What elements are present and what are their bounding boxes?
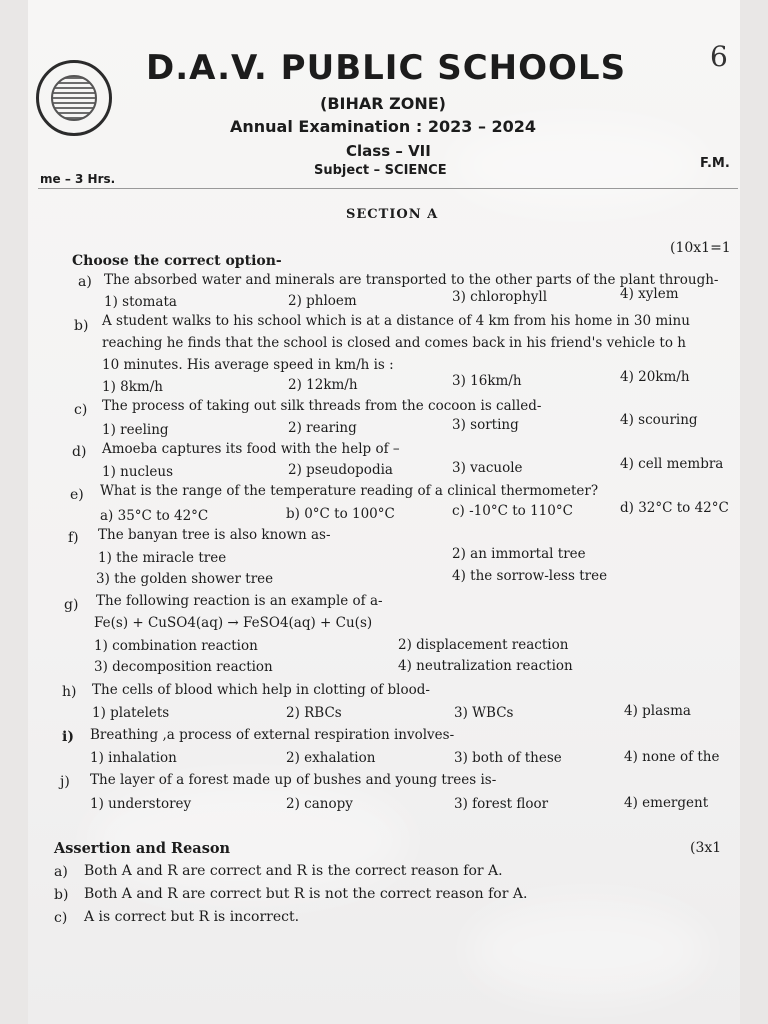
option: 1) the miracle tree	[98, 550, 227, 566]
q-label: h)	[62, 684, 77, 700]
q-label: i)	[62, 729, 74, 745]
q-text: The process of taking out silk threads from the cocoon is called-	[102, 398, 542, 414]
q-label: f)	[68, 530, 79, 546]
page-corner-mark: 6	[710, 40, 728, 73]
option: 1) inhalation	[90, 750, 177, 766]
full-marks-label: F.M.	[700, 156, 730, 171]
option: 4) none of the	[624, 749, 720, 765]
option: 2) an immortal tree	[452, 546, 586, 562]
assertion-heading: Assertion and Reason	[54, 840, 231, 857]
option: 3) WBCs	[454, 705, 514, 721]
option: 3) sorting	[452, 417, 519, 433]
option: 1) 8km/h	[102, 379, 163, 395]
option: 1) combination reaction	[94, 638, 258, 654]
option: 4) scouring	[620, 412, 698, 428]
option: 2) pseudopodia	[288, 462, 393, 478]
mcq-heading: Choose the correct option-	[72, 253, 282, 269]
option: 4) 20km/h	[620, 369, 690, 385]
ar-text: A is correct but R is incorrect.	[84, 909, 300, 925]
option: 3) both of these	[454, 750, 562, 766]
option: 2) displacement reaction	[398, 637, 569, 653]
ar-label: a)	[54, 864, 68, 880]
q-text: The layer of a forest made up of bushes and young trees is-	[90, 772, 497, 788]
subject-label: Subject – SCIENCE	[314, 163, 447, 178]
option: 2) exhalation	[286, 750, 376, 766]
option: 4) cell membra	[620, 456, 724, 472]
header-divider	[38, 188, 738, 189]
zone: (BIHAR ZONE)	[320, 94, 446, 113]
q-label: a)	[78, 274, 92, 290]
q-label: c)	[74, 402, 88, 418]
option: 4) emergent	[624, 795, 709, 811]
q-text: Breathing ,a process of external respiration involves-	[90, 727, 455, 743]
option: a) 35°C to 42°C	[100, 508, 209, 524]
q-label: g)	[64, 597, 79, 613]
option: 2) 12km/h	[288, 377, 358, 393]
option: 3) 16km/h	[452, 373, 522, 389]
q-text: The absorbed water and minerals are transported to the other parts of the plant through-	[104, 272, 719, 288]
q-label: d)	[72, 444, 87, 460]
option: 3) chlorophyll	[452, 289, 548, 305]
q-label: e)	[70, 487, 84, 503]
option: 1) reeling	[102, 422, 169, 438]
chemical-equation: Fe(s) + CuSO4(aq) → FeSO4(aq) + Cu(s)	[94, 615, 373, 631]
option: 2) canopy	[286, 796, 353, 812]
option: 1) stomata	[104, 294, 177, 310]
q-label: j)	[60, 774, 70, 790]
option: 2) RBCs	[286, 705, 342, 721]
q-text: What is the range of the temperature reading of a clinical thermometer?	[100, 483, 599, 499]
mcq-marks: (10x1=1	[670, 240, 731, 256]
q-text: The banyan tree is also known as-	[98, 527, 331, 543]
option: 4) xylem	[620, 286, 679, 302]
q-text: The following reaction is an example of a-	[96, 593, 383, 609]
time-label: me – 3 Hrs.	[40, 172, 116, 186]
q-label: b)	[74, 318, 89, 334]
q-text-cont: 10 minutes. His average speed in km/h is :	[102, 357, 394, 373]
option: 3) decomposition reaction	[94, 659, 273, 675]
assertion-marks: (3x1	[690, 840, 722, 856]
q-text: The cells of blood which help in clotting of blood-	[92, 682, 430, 698]
q-text: Amoeba captures its food with the help of –	[102, 441, 400, 457]
q-text: A student walks to his school which is at a distance of 4 km from his home in 30 minu	[102, 313, 690, 329]
option: b) 0°C to 100°C	[286, 506, 395, 522]
ar-label: c)	[54, 910, 68, 926]
option: 3) forest floor	[454, 796, 549, 812]
option: 4) neutralization reaction	[398, 658, 573, 674]
option: 2) phloem	[288, 293, 357, 309]
option: d) 32°C to 42°C	[620, 500, 729, 516]
ar-text: Both A and R are correct and R is the correct reason for A.	[84, 863, 503, 879]
q-text-cont: reaching he finds that the school is closed and comes back in his friend's vehicle to h	[102, 335, 686, 351]
exam-title: Annual Examination : 2023 – 2024	[230, 117, 537, 136]
option: 3) vacuole	[452, 460, 523, 476]
option: 2) rearing	[288, 420, 357, 436]
option: 4) the sorrow-less tree	[452, 568, 608, 584]
school-name: D.A.V. PUBLIC SCHOOLS	[146, 48, 627, 88]
option: 3) the golden shower tree	[96, 571, 274, 587]
ar-text: Both A and R are correct but R is not the correct reason for A.	[84, 886, 528, 902]
school-logo	[36, 60, 112, 136]
section-title: SECTION A	[346, 207, 439, 222]
class-label: Class – VII	[346, 142, 431, 160]
option: 4) plasma	[624, 703, 691, 719]
option: 1) nucleus	[102, 464, 174, 480]
ar-label: b)	[54, 887, 69, 903]
option: 1) understorey	[90, 796, 192, 812]
option: 1) platelets	[92, 705, 170, 721]
option: c) -10°C to 110°C	[452, 503, 573, 519]
